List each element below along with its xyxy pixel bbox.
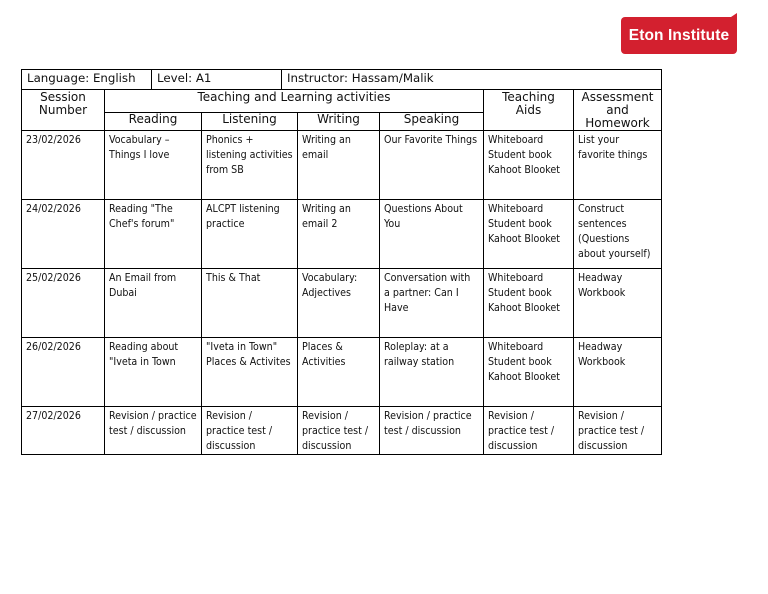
assessment-cell: Headway Workbook [574, 269, 662, 338]
teaching-aids-cell: Revision / practice test / discussion [484, 407, 574, 455]
session-date: 24/02/2026 [22, 200, 105, 269]
speaking-cell: Revision / practice test / discussion [380, 407, 484, 455]
speaking-cell: Questions About You [380, 200, 484, 269]
teaching-aids-header: Teaching Aids [484, 90, 574, 131]
listening-cell: ALCPT listening practice [202, 200, 298, 269]
logo-text: Eton Institute [628, 26, 730, 44]
aid-item: Whiteboard [488, 272, 544, 284]
aid-item: Kahoot Blooket [488, 302, 560, 314]
aid-item: Student book [488, 356, 552, 368]
info-row [22, 70, 662, 90]
language-cell: Language: English [22, 70, 152, 89]
table-row [22, 131, 662, 200]
writing-cell: Writing an email [298, 131, 380, 200]
logo-notch [731, 13, 737, 17]
lesson-plan-table [21, 69, 662, 455]
activities-header: Teaching and Learning activities [105, 90, 484, 113]
teaching-aids-cell [484, 131, 574, 200]
table-row [22, 269, 662, 338]
aid-item: Student book [488, 287, 552, 299]
table-row [22, 407, 662, 455]
reading-cell: Reading "The Chef's forum" [105, 200, 202, 269]
reading-header: Reading [105, 112, 202, 130]
writing-header: Writing [298, 112, 380, 130]
aid-item: Student book [488, 218, 552, 230]
assessment-cell: List your favorite things [574, 131, 662, 200]
listening-cell: Revision / practice test / discussion [202, 407, 298, 455]
writing-cell: Vocabulary: Adjectives [298, 269, 380, 338]
aid-item: Kahoot Blooket [488, 164, 560, 176]
speaking-cell: Conversation with a partner: Can I Have [380, 269, 484, 338]
eton-institute-logo [621, 17, 737, 54]
reading-cell: Revision / practice test / discussion [105, 407, 202, 455]
aid-item: Kahoot Blooket [488, 233, 560, 245]
aid-item: Student book [488, 149, 552, 161]
listening-header: Listening [202, 112, 298, 130]
instructor-cell: Instructor: Hassam/Malik [287, 71, 434, 85]
header-row-1 [22, 90, 662, 113]
writing-cell: Places & Activities [298, 338, 380, 407]
teaching-aids-cell [484, 338, 574, 407]
session-date: 23/02/2026 [22, 131, 105, 200]
assessment-cell: Headway Workbook [574, 338, 662, 407]
reading-cell: Vocabulary – Things I love [105, 131, 202, 200]
listening-cell: "Iveta in Town" Places & Activites [202, 338, 298, 407]
speaking-header: Speaking [380, 112, 484, 130]
aid-item: Whiteboard [488, 203, 544, 215]
table-row [22, 200, 662, 269]
level-cell: Level: A1 [152, 70, 282, 89]
speaking-cell: Our Favorite Things [380, 131, 484, 200]
listening-cell: This & That [202, 269, 298, 338]
reading-cell: Reading about "Iveta in Town [105, 338, 202, 407]
session-date: 25/02/2026 [22, 269, 105, 338]
assessment-cell: Revision / practice test / discussion [574, 407, 662, 455]
table-row [22, 338, 662, 407]
session-date: 27/02/2026 [22, 407, 105, 455]
session-number-header: Session Number [22, 90, 105, 131]
reading-cell: An Email from Dubai [105, 269, 202, 338]
writing-cell: Revision / practice test / discussion [298, 407, 380, 455]
assessment-header: Assessment and Homework [574, 90, 662, 131]
aid-item: Whiteboard [488, 341, 544, 353]
aid-item: Whiteboard [488, 134, 544, 146]
assessment-cell: Construct sentences (Questions about yourself) [574, 200, 662, 269]
teaching-aids-cell [484, 200, 574, 269]
writing-cell: Writing an email 2 [298, 200, 380, 269]
teaching-aids-cell [484, 269, 574, 338]
listening-cell: Phonics + listening activities from SB [202, 131, 298, 200]
aid-item: Kahoot Blooket [488, 371, 560, 383]
speaking-cell: Roleplay: at a railway station [380, 338, 484, 407]
session-date: 26/02/2026 [22, 338, 105, 407]
